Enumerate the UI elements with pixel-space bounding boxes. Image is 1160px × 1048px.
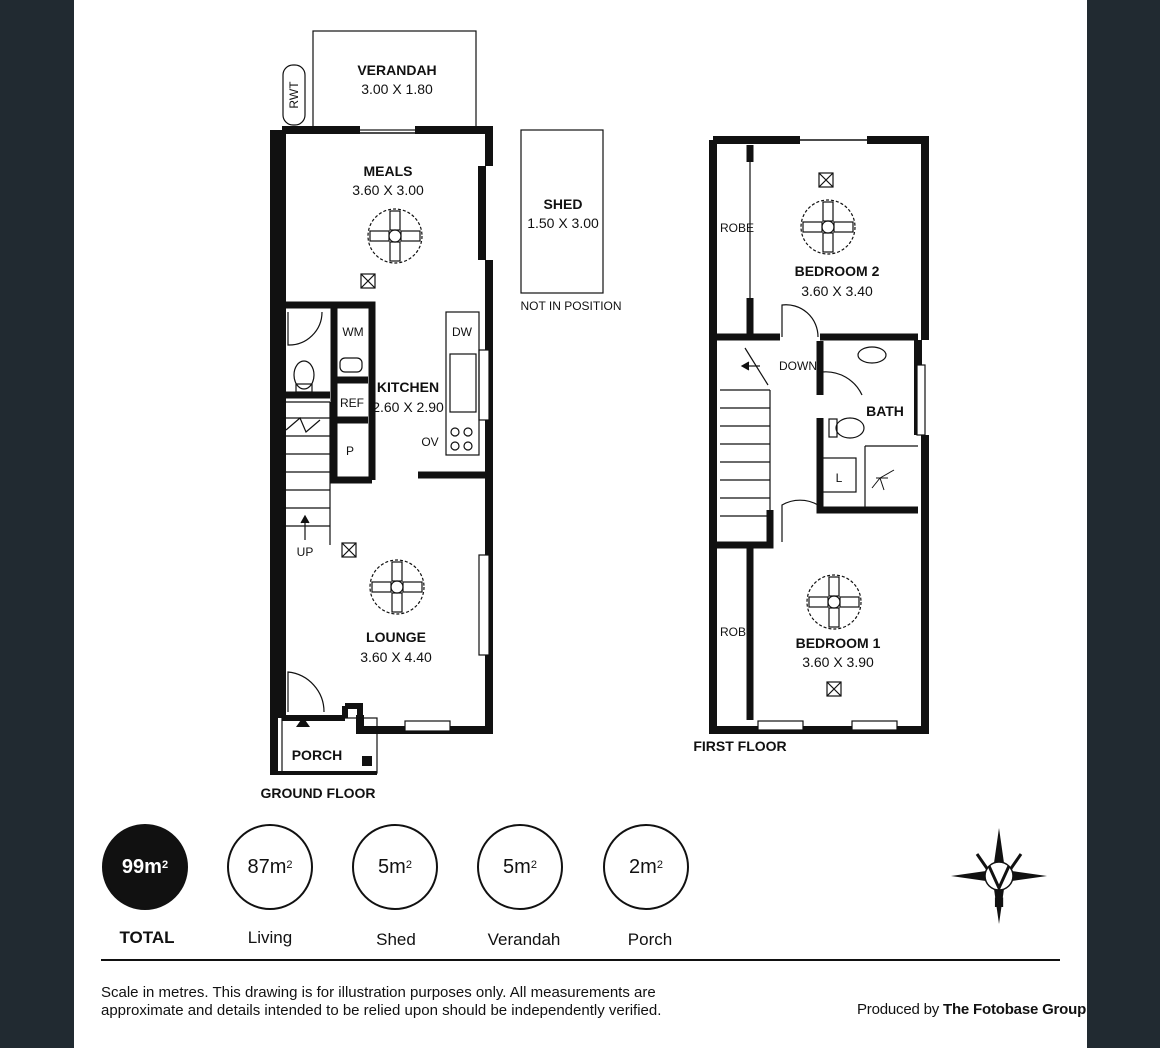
lounge-name: LOUNGE bbox=[366, 629, 426, 645]
compass-letter: N bbox=[993, 894, 1005, 910]
bedroom1-window bbox=[852, 721, 897, 730]
up-label: UP bbox=[296, 545, 314, 559]
bedroom1-ceiling-fan bbox=[807, 575, 861, 629]
area-value: 99m bbox=[121, 855, 162, 878]
robe-label: ROBE bbox=[719, 221, 755, 235]
ref-label: REF bbox=[340, 396, 364, 410]
linen-label: L bbox=[835, 471, 843, 485]
verandah-dims: 3.00 X 1.80 bbox=[361, 81, 433, 97]
area-unit-exponent: 2 bbox=[161, 859, 169, 871]
lounge-dims: 3.60 X 4.40 bbox=[360, 649, 432, 665]
producer-credit bbox=[857, 1001, 1086, 1018]
lounge-front-window bbox=[405, 721, 450, 731]
bedroom2-dims: 3.60 X 3.40 bbox=[801, 283, 873, 299]
wm-label: WM bbox=[342, 325, 364, 339]
toilet-cistern bbox=[296, 384, 312, 392]
meals-dims: 3.60 X 3.00 bbox=[352, 182, 424, 198]
area-label-porch: Porch bbox=[627, 930, 673, 949]
area-value: 5m bbox=[503, 855, 531, 878]
bath-name: BATH bbox=[866, 403, 904, 419]
bath-basin bbox=[858, 347, 886, 363]
bedroom2-ceiling-fan bbox=[801, 200, 855, 254]
shed-note: NOT IN POSITION bbox=[520, 299, 622, 313]
kitchen-sink bbox=[450, 354, 476, 412]
cooktop-burner bbox=[451, 442, 459, 450]
ground-floor-label: GROUND FLOOR bbox=[260, 785, 376, 801]
toilet-door bbox=[288, 312, 322, 345]
kitchen-name: KITCHEN bbox=[376, 379, 440, 395]
bath-window bbox=[917, 365, 925, 435]
laundry-trough bbox=[340, 358, 362, 372]
area-unit-exponent: 2 bbox=[405, 859, 412, 871]
bedroom1-name: BEDROOM 1 bbox=[795, 635, 881, 651]
area-unit-exponent: 2 bbox=[656, 859, 663, 871]
disclaimer-text: Scale in metres. This drawing is for illustration purposes only. All measurements are approximate and details intended to be relied upon should be independently verified. bbox=[101, 984, 662, 1019]
area-value: 87m bbox=[247, 855, 287, 878]
smoke-detector bbox=[361, 274, 375, 288]
kitchen-dims: 2.60 X 2.90 bbox=[372, 399, 444, 415]
toilet-fixture bbox=[294, 361, 314, 389]
credit-company: The Fotobase Group bbox=[943, 1001, 1087, 1018]
oven-label: OV bbox=[421, 435, 439, 449]
bedroom1-window bbox=[758, 721, 803, 730]
rwt-label: RWT bbox=[287, 81, 301, 109]
smoke-detector bbox=[819, 173, 833, 187]
lounge-window bbox=[479, 555, 489, 655]
area-circle-total bbox=[102, 824, 188, 910]
cooktop-burner bbox=[464, 428, 472, 436]
meals-name: MEALS bbox=[363, 163, 413, 179]
area-value: 2m bbox=[629, 855, 657, 878]
bath-door bbox=[822, 372, 862, 395]
robe-label: ROBE bbox=[719, 625, 755, 639]
down-label: DOWN bbox=[779, 359, 817, 373]
shower-head-icon bbox=[872, 470, 894, 490]
meals-ceiling-fan bbox=[368, 209, 422, 263]
smoke-detector bbox=[342, 543, 356, 557]
area-unit-exponent: 2 bbox=[286, 859, 293, 871]
area-circle-porch bbox=[603, 824, 689, 910]
bath-toilet bbox=[836, 418, 864, 438]
shed-dims: 1.50 X 3.00 bbox=[527, 215, 599, 231]
first-staircase bbox=[720, 348, 770, 540]
credit-prefix: Produced by bbox=[857, 1001, 940, 1018]
porch-post bbox=[362, 756, 372, 766]
area-label-total: TOTAL bbox=[119, 928, 175, 947]
cooktop-burner bbox=[464, 442, 472, 450]
first-floor-label: FIRST FLOOR bbox=[693, 738, 787, 754]
area-circle-shed bbox=[352, 824, 438, 910]
area-circle-living bbox=[227, 824, 313, 910]
pantry-label: P bbox=[345, 444, 355, 458]
porch-name: PORCH bbox=[291, 747, 343, 763]
area-value: 5m bbox=[378, 855, 406, 878]
cooktop-burner bbox=[451, 428, 459, 436]
bedroom2-door bbox=[782, 305, 818, 337]
footer-divider bbox=[101, 959, 1060, 961]
area-unit-exponent: 2 bbox=[530, 859, 537, 871]
area-label-living: Living bbox=[247, 928, 293, 947]
front-door bbox=[288, 672, 324, 712]
bedroom1-door bbox=[782, 500, 818, 542]
area-circle-verandah bbox=[477, 824, 563, 910]
verandah-name: VERANDAH bbox=[357, 62, 437, 78]
area-label-verandah: Verandah bbox=[487, 930, 561, 949]
bedroom1-dims: 3.60 X 3.90 bbox=[802, 654, 874, 670]
area-label-shed: Shed bbox=[376, 930, 416, 949]
lounge-ceiling-fan bbox=[370, 560, 424, 614]
bedroom2-name: BEDROOM 2 bbox=[794, 263, 880, 279]
kitchen-window bbox=[479, 350, 489, 420]
shed-name: SHED bbox=[543, 196, 583, 212]
ground-staircase bbox=[282, 402, 330, 545]
smoke-detector bbox=[827, 682, 841, 696]
dw-label: DW bbox=[452, 325, 472, 339]
north-compass-icon bbox=[951, 828, 1047, 924]
